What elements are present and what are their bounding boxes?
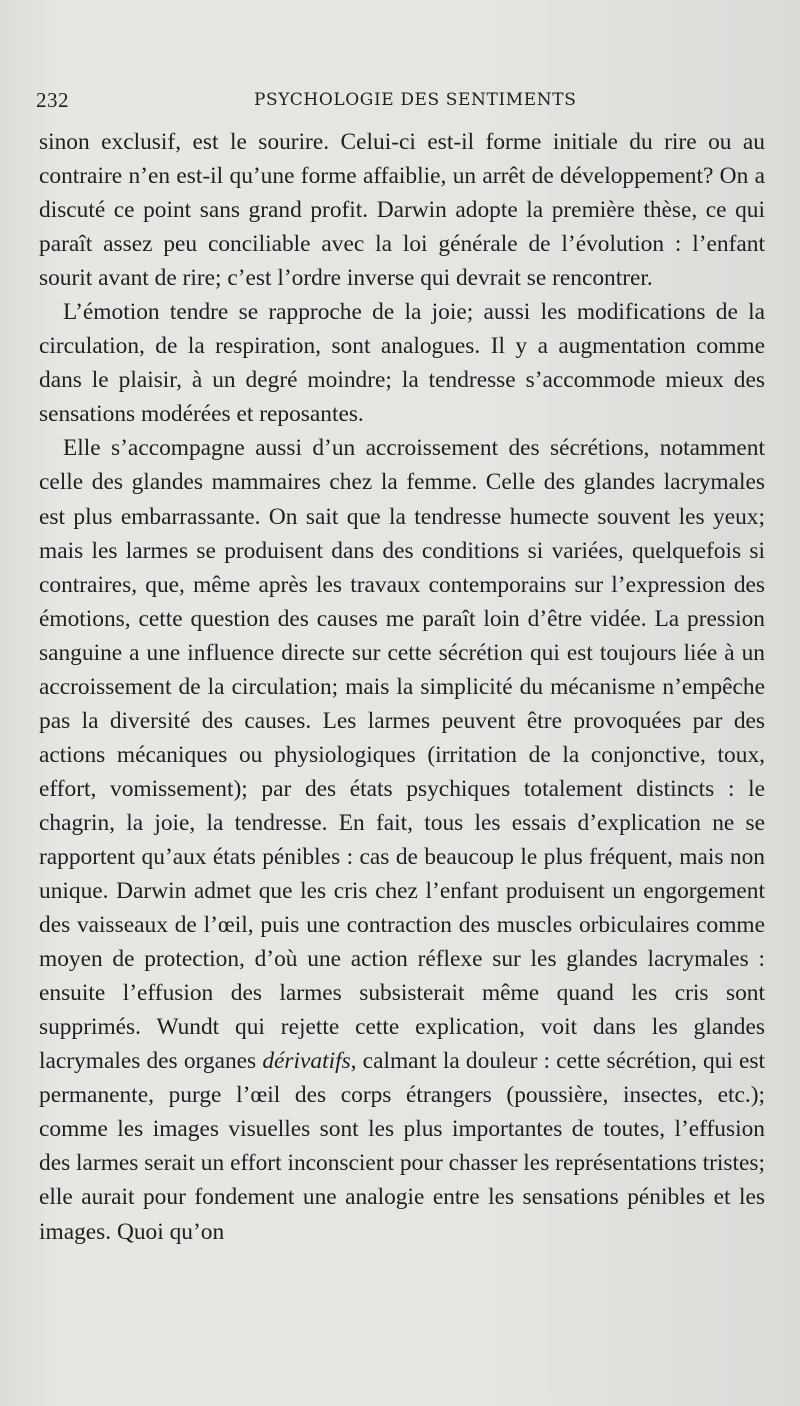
italic-term: dérivatifs [262,1048,351,1075]
paragraph-secretions-text-before: Elle s’accompagne aussi d’un accroissement des sécrétions, notamment celle des glandes mammaires chez la femme. Celle des glandes lacrymales est plus embarrassante. On sait que la tendresse humecte souvent les yeux; mais les larmes se produisent dans des conditions si variées, quelquefois si contraires, que, même après les travaux contemporains sur l’expression des émotions, cette question des causes me paraît loin d’être vidée. La pression sanguine a une influence directe sur cette sécrétion qui est toujours liée à un accroissement de la circulation; mais la simplicité du mécanisme n’empêche pas la diversité des causes. Les larmes peuvent être provoquées par des actions mécaniques ou physiologiques (irritation de la conjonctive, toux, effort, vomissement); par des états psychiques totalement distincts : le chagrin, la joie, la tendresse. En fait, tous les essais d’explication ne se rapportent qu’aux états pénibles : cas de beaucoup le plus fréquent, mais non unique. Darwin admet que les cris chez l’enfant produisent un engorgement des vaisseaux de l’œil, puis une contraction des muscles orbiculaires comme moyen de protection, d’où une action réflexe sur les glandes lacrymales : ensuite l’effusion des larmes subsisterait même quand les cris sont supprimés. Wundt qui rejette cette explication, voit dans les glandes lacrymales des organes [39,435,765,1075]
paragraph-continuation: sinon exclusif, est le sourire. Celui-ci est-il forme initiale du rire ou au contraire n’en est-il qu’une forme affaiblie, un arrêt de développement? On a discuté ce point sans grand profit. Darwin adopte la première thèse, ce qui paraît assez peu conciliable avec la loi générale de l’évolution : l’enfant sourit avant de rire; c’est l’ordre inverse qui devrait se rencontrer. [39,129,765,292]
paragraph-secretions [39,431,765,1248]
running-title: PSYCHOLOGIE DES SENTIMENTS [254,90,577,110]
page-number: 232 [36,88,69,112]
body-text [39,125,765,1249]
paragraph-tender-emotion: L’émotion tendre se rapproche de la joie; aussi les modifications de la circulation, de la respiration, sont analogues. Il y a augmentation comme dans le plaisir, à un degré moindre; la tendresse s’accommode mieux des sensations modérées et reposantes. [39,299,765,428]
page-header [36,88,760,114]
paragraph-secretions-text-after: , calmant la douleur : cette sécrétion, qui est permanente, purge l’œil des corps étrangers (poussière, insectes, etc.); comme les images visuelles sont les plus importantes de toutes, l’effusion des larmes serait un effort inconscient pour chasser les représentations tristes; elle aurait pour fondement une analogie entre les sensations pénibles et les images. Quoi qu’on [39,1048,765,1245]
